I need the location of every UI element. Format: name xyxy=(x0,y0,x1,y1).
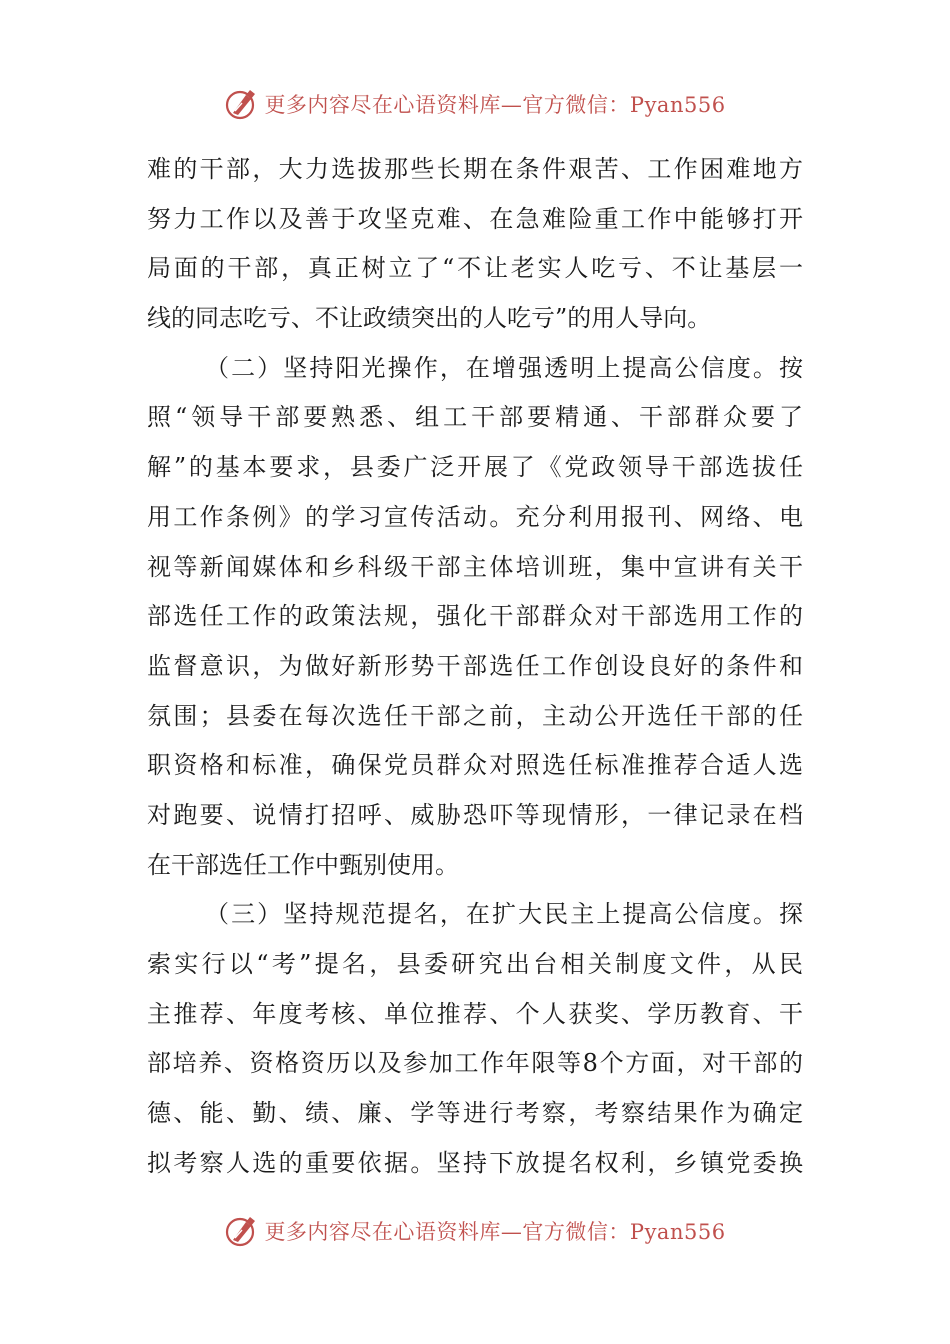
text-line: 职资格和标准，确保党员群众对照选任标准推荐合适人选 xyxy=(147,751,803,780)
text-line: 视等新闻媒体和乡科级干部主体培训班，集中宣讲有关干 xyxy=(147,552,803,581)
text-line: 主推荐、年度考核、单位推荐、个人获奖、学历教育、干 xyxy=(147,999,803,1028)
banner-text: 更多内容尽在心语资料库—官方微信：Pyan556 xyxy=(264,93,726,117)
pen-nib-logo-icon xyxy=(224,87,258,121)
text-line: 解”的基本要求，县委广泛开展了《党政领导干部选拔任 xyxy=(147,453,803,482)
text-line: 在干部选任工作中甄别使用。 xyxy=(147,850,459,879)
text-line: （二）坚持阳光操作，在增强透明上提高公信度。按 xyxy=(205,353,803,382)
text-line: 拟考察人选的重要依据。坚持下放提名权利，乡镇党委换 xyxy=(147,1148,803,1177)
text-line: 德、能、勤、绩、廉、学等进行考察，考察结果作为确定 xyxy=(147,1099,803,1128)
text-line: 对跑要、说情打招呼、威胁恐吓等现情形，一律记录在档 xyxy=(147,800,803,829)
pen-nib-logo-icon xyxy=(224,1214,258,1248)
text-line: 局面的干部，真正树立了“不让老实人吃亏、不让基层一 xyxy=(147,254,803,283)
footer-banner xyxy=(0,1207,950,1255)
text-line: 氛围；县委在每次选任干部之前，主动公开选任干部的任 xyxy=(147,701,803,730)
header-banner xyxy=(0,80,950,128)
text-line: 监督意识，为做好新形势干部选任工作创设良好的条件和 xyxy=(147,651,803,680)
text-line: 索实行以“考”提名，县委研究出台相关制度文件，从民 xyxy=(147,950,803,978)
text-line: 照“领导干部要熟悉、组工干部要精通、干部群众要了 xyxy=(147,403,803,432)
banner-text: 更多内容尽在心语资料库—官方微信：Pyan556 xyxy=(264,1220,726,1244)
text-line: 部选任工作的政策法规，强化干部群众对干部选用工作的 xyxy=(147,602,803,631)
document-body xyxy=(147,145,803,1188)
text-line: （三）坚持规范提名，在扩大民主上提高公信度。探 xyxy=(205,900,803,929)
text-line: 难的干部，大力选拔那些长期在条件艰苦、工作困难地方 xyxy=(147,155,803,183)
text-line: 线的同志吃亏、不让政绩突出的人吃亏”的用人导向。 xyxy=(147,304,712,333)
text-line: 部培养、资格资历以及参加工作年限等8个方面，对干部的 xyxy=(147,1049,803,1078)
text-line: 用工作条例》的学习宣传活动。充分利用报刊、网络、电 xyxy=(147,502,803,531)
text-line: 努力工作以及善于攻坚克难、在急难险重工作中能够打开 xyxy=(147,204,803,233)
